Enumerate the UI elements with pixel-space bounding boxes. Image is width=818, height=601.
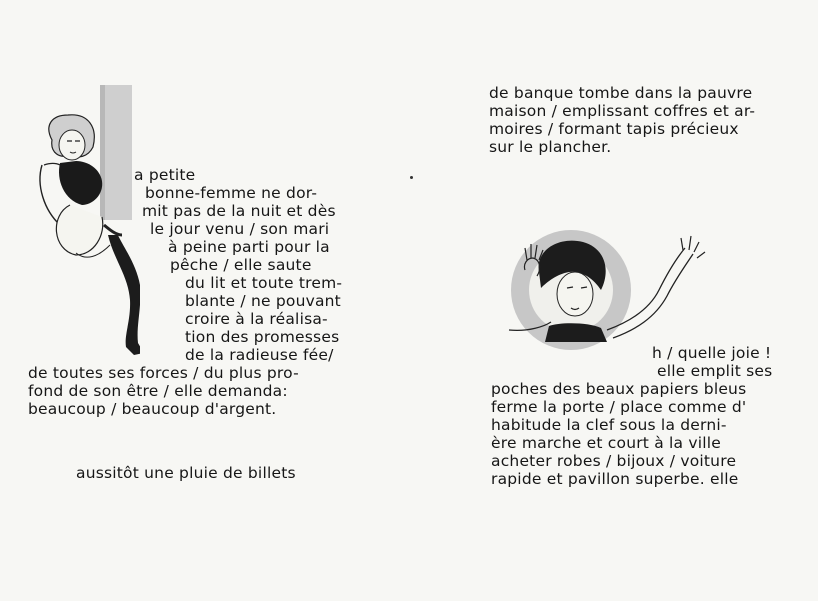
text-line: poches des beaux papiers bleus <box>491 380 747 398</box>
text-line: fond de son être / elle demanda: <box>28 382 288 400</box>
text-line: beaucoup / beaucoup d'argent. <box>28 400 277 418</box>
footer-line: aussitôt une pluie de billets <box>76 464 296 482</box>
text-line: de toutes ses forces / du plus pro- <box>28 364 299 382</box>
woman-sitting-illustration <box>30 85 140 360</box>
text-line: pêche / elle saute <box>170 256 312 274</box>
text-line: a petite <box>134 166 196 184</box>
text-line: blante / ne pouvant <box>185 292 341 310</box>
text-line: rapide et pavillon superbe. elle <box>491 470 739 488</box>
text-line: tion des promesses <box>185 328 340 346</box>
text-line: moires / formant tapis précieux <box>489 120 739 138</box>
text-line: acheter robes / bijoux / voiture <box>491 452 737 470</box>
text-line: sur le plancher. <box>489 138 612 156</box>
text-line: le jour venu / son mari <box>150 220 330 238</box>
text-line: bonne-femme ne dor- <box>145 184 318 202</box>
text-line: de la radieuse fée/ <box>185 346 334 364</box>
text-line: du lit et toute trem- <box>185 274 343 292</box>
text-line: ère marche et court à la ville <box>491 434 722 452</box>
text-line: elle emplit ses <box>657 362 773 380</box>
right-page <box>409 0 818 601</box>
text-line: à peine parti pour la <box>168 238 330 256</box>
text-line: ferme la porte / place comme d' <box>491 398 747 416</box>
text-line: h / quelle joie ! <box>652 344 772 362</box>
text-line: de banque tombe dans la pauvre <box>489 84 753 102</box>
text-line: habitude la clef sous la derni- <box>491 416 727 434</box>
text-line: croire à la réalisa- <box>185 310 328 328</box>
text-line: maison / emplissant coffres et ar- <box>489 102 756 120</box>
text-line: mit pas de la nuit et dès <box>142 202 336 220</box>
